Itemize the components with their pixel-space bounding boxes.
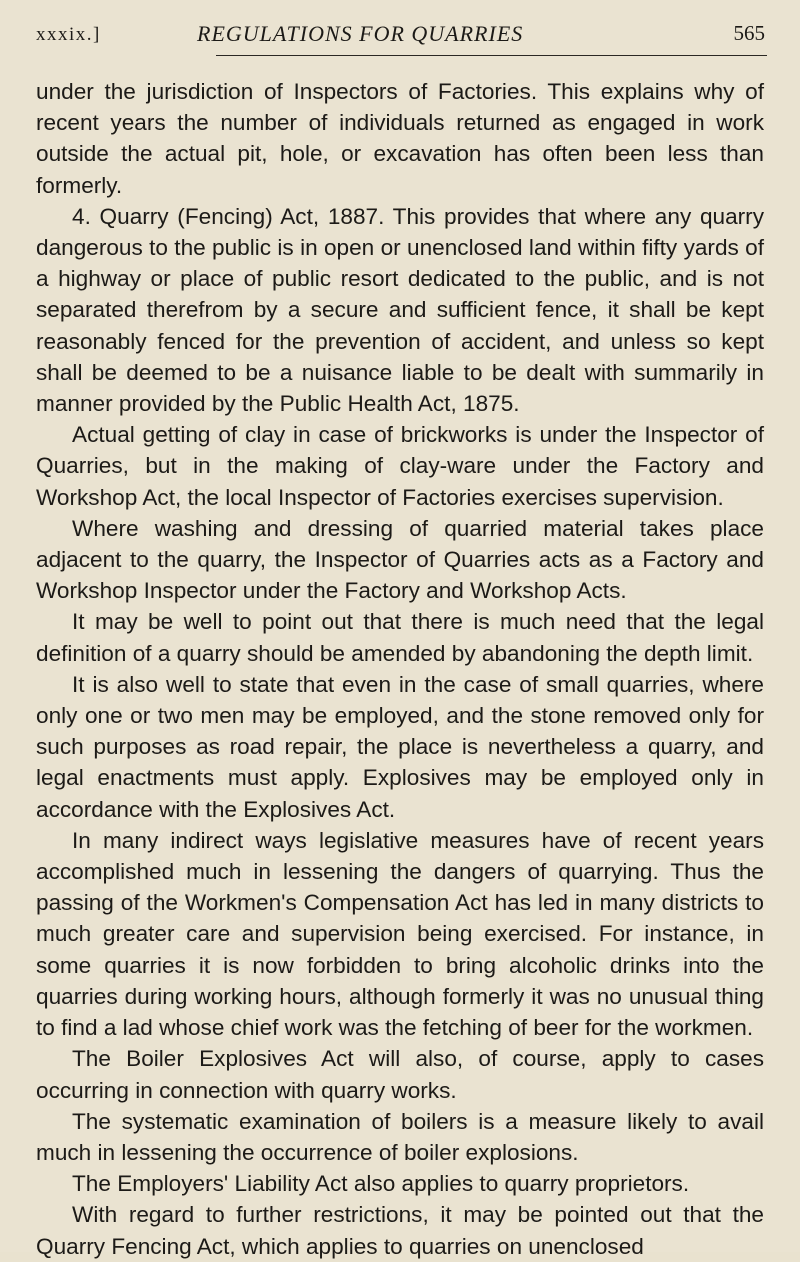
paragraph-quarry-fencing-act: 4. Quarry (Fencing) Act, 1887. This provides that where any quarry dangerous to the public is in open or unenclosed land within fifty yards of a highway or place of public resort dedicated to the public, and is not separated therefrom by a secure and sufficient fence, it shall be kept reasonably fenced for the prevention of accident, and unless so kept shall be deemed to be a nuisance liable to be dealt with summarily in manner provided by the Public Health Act, 1875. (36, 203, 764, 417)
paragraph-indirect-measures: In many indirect ways legislative measures have of recent years accomplished much in lessening the dangers of quarrying. Thus the passing of the Workmen's Compensation Act has led in many districts to much greater care and supervision being exercised. For instance, in some quarries it is now forbidden to bring alcoholic drinks into the quarries during working hours, although formerly it was no unusual thing to find a lad whose chief work was the fetching of beer for the workmen. (36, 827, 764, 1041)
paragraph-legal-definition: It may be well to point out that there is much need that the legal definition of a quarry should be amended by abandoning the depth limit. (36, 609, 764, 666)
paragraph-clay-brickworks: Actual getting of clay in case of brickworks is under the Inspector of Quarries, but in the making of clay-ware under the Factory and Workshop Act, the local Inspector of Factories exercises supervision. (36, 422, 764, 510)
page-number: 565 (733, 21, 765, 45)
paragraph-small-quarries: It is also well to state that even in the case of small quarries, where only one or two men may be employed, and the stone removed only for such purposes as road repair, the place is nevertheless a quarry, and legal enactments must apply. Explosives may be employed only in accordance with the Explosives Act. (36, 671, 764, 822)
paragraph-further-restrictions: With regard to further restrictions, it may be pointed out that the Quarry Fencing Act, which applies to quarries on unenclosed (36, 1202, 764, 1259)
paragraph-employers-liability: The Employers' Liability Act also applies to quarry proprietors. (72, 1171, 690, 1197)
header-rule (216, 55, 767, 56)
body-text (36, 76, 764, 1262)
running-title: REGULATIONS FOR QUARRIES (197, 21, 524, 46)
page-header (36, 18, 767, 60)
chapter-number: xxxix.] (36, 24, 101, 45)
paragraph-continued: under the jurisdiction of Inspectors of Factories. This explains why of recent years the number of individuals returned as engaged in work outside the actual pit, hole, or excavation has often been less than formerly. (36, 79, 764, 198)
paragraph-boiler-explosives-act: The Boiler Explosives Act will also, of course, apply to cases occurring in connection with quarry works. (36, 1046, 764, 1103)
paragraph-boiler-examination: The systematic examination of boilers is a measure likely to avail much in lessening the occurrence of boiler explosions. (36, 1108, 764, 1165)
paragraph-washing-dressing: Where washing and dressing of quarried material takes place adjacent to the quarry, the Inspector of Quarries acts as a Factory and Workshop Inspector under the Factory and Workshop Acts. (36, 515, 764, 604)
